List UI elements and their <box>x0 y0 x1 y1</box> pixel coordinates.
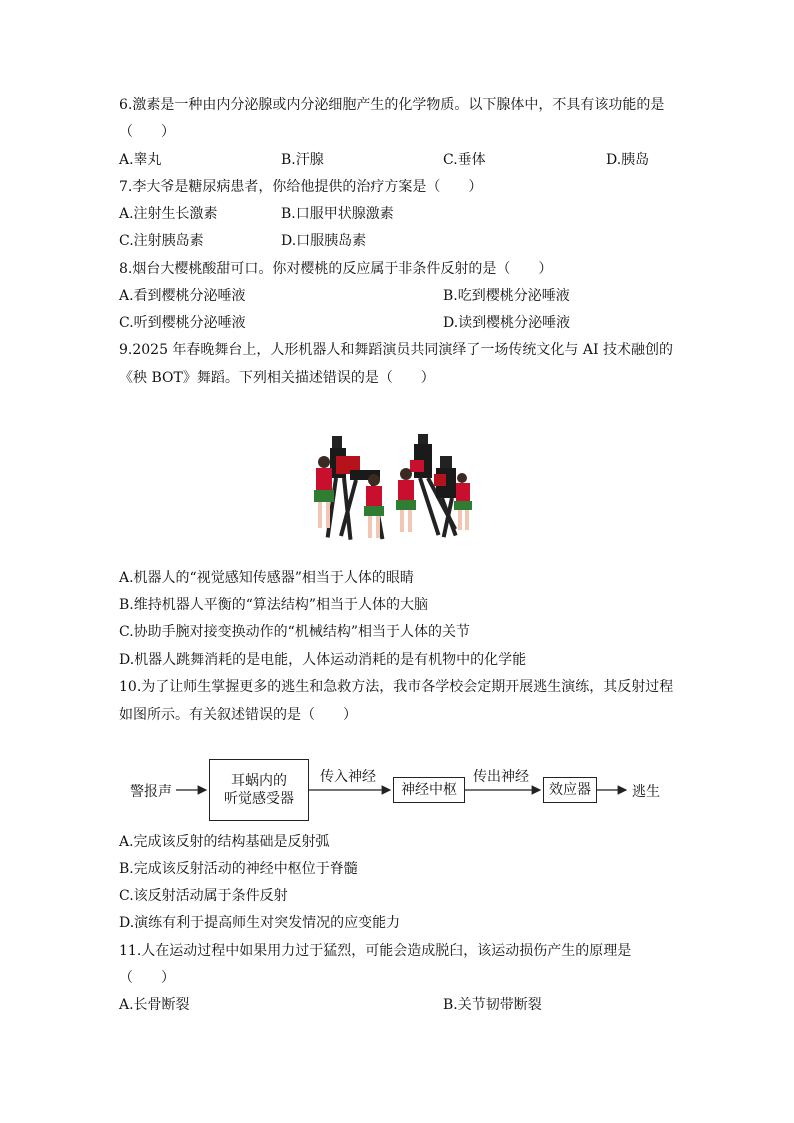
q6-stem: 6.激素是一种由内分泌腺或内分泌细胞产生的化学物质。以下腺体中，不具有该功能的是 <box>119 97 665 113</box>
q10-stem-line2: 如图所示。有关叙述错误的是（ ） <box>119 707 357 723</box>
q7-option-c: C.注射胰岛素 <box>119 233 204 249</box>
diagram-center-label: 神经中枢 <box>401 782 457 798</box>
q9-stem-line1: 9.2025 年春晚舞台上，人形机器人和舞蹈演员共同演绎了一场传统文化与 AI 技术融创的 <box>119 342 673 358</box>
q11-option-b: B.关节韧带断裂 <box>443 997 542 1013</box>
diagram-effector-label: 效应器 <box>549 782 591 798</box>
q10-option-c: C.该反射活动属于条件反射 <box>119 888 288 904</box>
q10-option-b: B.完成该反射活动的神经中枢位于脊髓 <box>119 861 358 877</box>
q6-paren: （ ） <box>119 124 175 140</box>
q7-option-a: A.注射生长激素 <box>119 206 218 222</box>
q9-stem-line2: 《秧 BOT》舞蹈。下列相关描述错误的是（ ） <box>119 370 435 386</box>
q9-option-d: D.机器人跳舞消耗的是电能，人体运动消耗的是有机物中的化学能 <box>119 652 527 668</box>
q6-option-b: B.汗腺 <box>281 152 324 168</box>
q9-option-a: A.机器人的“视觉感知传感器”相当于人体的眼睛 <box>119 570 414 586</box>
diagram-escape-label: 逃生 <box>632 784 660 800</box>
diagram-efferent-label: 传出神经 <box>473 769 529 785</box>
q8-option-d: D.读到樱桃分泌唾液 <box>443 315 571 331</box>
q8-stem: 8.烟台大樱桃酸甜可口。你对樱桃的反应属于非条件反射的是（ ） <box>119 261 553 277</box>
robot-dance-photo <box>310 430 480 560</box>
q8-option-a: A.看到樱桃分泌唾液 <box>119 288 246 304</box>
diagram-receptor-line2: 听觉感受器 <box>224 791 294 807</box>
q8-option-c: C.听到樱桃分泌唾液 <box>119 315 246 331</box>
q9-option-b: B.维持机器人平衡的“算法结构”相当于人体的大脑 <box>119 597 429 613</box>
diagram-alarm-label: 警报声 <box>130 784 172 800</box>
q11-paren: （ ） <box>119 970 175 986</box>
q6-option-d: D.胰岛 <box>606 152 650 168</box>
q6-option-a: A.睾丸 <box>119 152 162 168</box>
q8-option-b: B.吃到樱桃分泌唾液 <box>443 288 570 304</box>
diagram-center-box <box>393 777 465 803</box>
q10-option-d: D.演练有利于提高师生对突发情况的应变能力 <box>119 915 401 931</box>
q7-option-d: D.口服胰岛素 <box>281 233 367 249</box>
diagram-afferent-label: 传入神经 <box>320 769 376 785</box>
q10-stem-line1: 10.为了让师生掌握更多的逃生和急救方法，我市各学校会定期开展逃生演练，其反射过程 <box>119 679 674 695</box>
reflex-arc-diagram <box>120 755 680 825</box>
q10-option-a: A.完成该反射的结构基础是反射弧 <box>119 834 330 850</box>
q9-option-c: C.协助手腕对接变换动作的“机械结构”相当于人体的关节 <box>119 624 470 640</box>
q11-stem: 11.人在运动过程中如果用力过于猛烈，可能会造成脱臼，该运动损伤产生的原理是 <box>119 943 632 959</box>
diagram-receptor-line1: 耳蜗内的 <box>231 773 287 789</box>
diagram-effector-box <box>543 777 597 803</box>
diagram-receptor-box <box>209 759 309 821</box>
q7-option-b: B.口服甲状腺激素 <box>281 206 394 222</box>
q7-stem: 7.李大爷是糖尿病患者，你给他提供的治疗方案是（ ） <box>119 179 483 195</box>
q6-option-c: C.垂体 <box>443 152 486 168</box>
q11-option-a: A.长骨断裂 <box>119 997 190 1013</box>
